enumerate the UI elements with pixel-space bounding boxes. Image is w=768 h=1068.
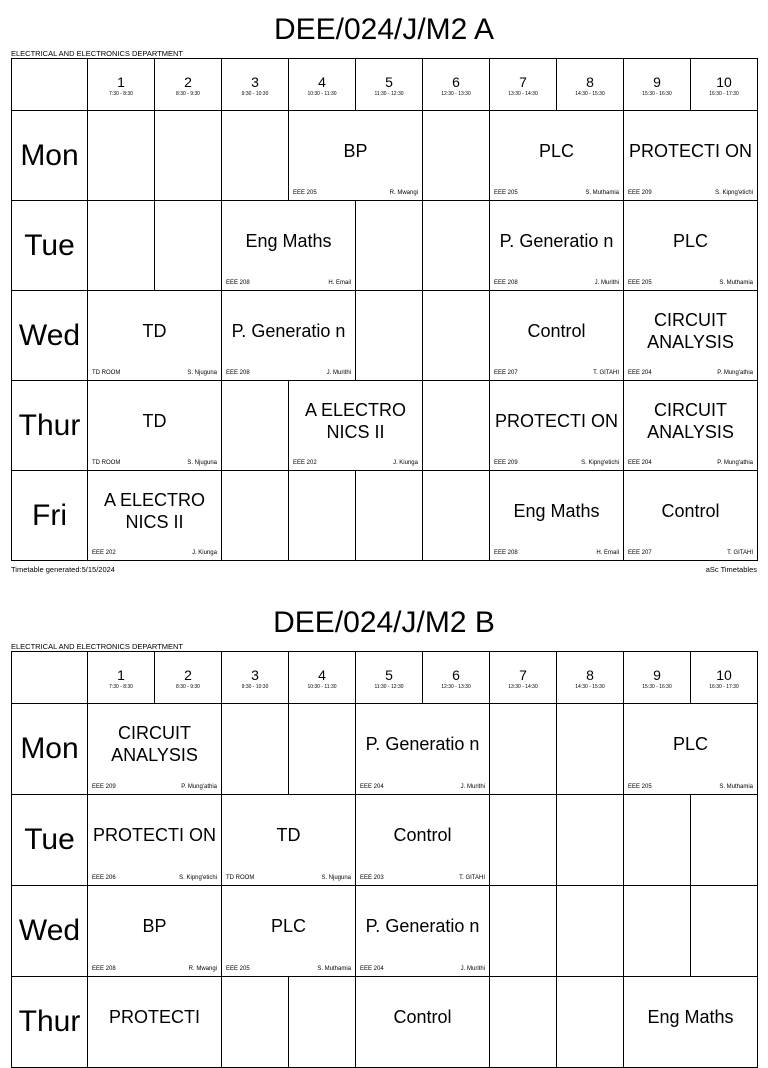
lesson-subject: CIRCUIT ANALYSIS bbox=[111, 723, 198, 765]
period-header bbox=[356, 59, 423, 111]
lesson-cell bbox=[88, 977, 222, 1068]
period-header bbox=[557, 652, 624, 704]
period-header bbox=[423, 652, 490, 704]
empty-slot bbox=[691, 795, 758, 886]
period-header-row bbox=[12, 652, 758, 704]
lesson-cell bbox=[490, 201, 624, 291]
empty-slot bbox=[423, 381, 490, 471]
lesson-teacher: T. GITAHI bbox=[593, 370, 619, 376]
period-time: 11:30 - 12:30 bbox=[374, 91, 404, 97]
empty-slot bbox=[222, 471, 289, 561]
empty-slot bbox=[356, 291, 423, 381]
lesson-teacher: S. Kipng'etichi bbox=[581, 460, 619, 466]
empty-slot bbox=[624, 795, 691, 886]
period-time: 8:30 - 9:30 bbox=[176, 684, 200, 690]
lesson-room: EEE 208 bbox=[226, 370, 250, 376]
period-header bbox=[490, 652, 557, 704]
day-label: Fri bbox=[12, 471, 88, 561]
lesson-subject: PLC bbox=[538, 140, 574, 161]
lesson-teacher: J. Kiunga bbox=[392, 460, 418, 466]
day-label: Wed bbox=[12, 291, 88, 381]
empty-slot bbox=[490, 795, 557, 886]
period-time: 7:30 - 8:30 bbox=[109, 91, 133, 97]
empty-slot bbox=[289, 977, 356, 1068]
lesson-teacher: S. Muthamia bbox=[719, 784, 753, 790]
lesson-cell bbox=[624, 291, 758, 381]
lesson-teacher: H. Email bbox=[328, 280, 351, 286]
lesson-subject: Control bbox=[393, 825, 452, 845]
lesson-cell bbox=[88, 471, 222, 561]
lesson-subject: P. Generatio n bbox=[365, 916, 480, 936]
empty-slot bbox=[490, 704, 557, 795]
empty-slot bbox=[423, 291, 490, 381]
lesson-subject: Control bbox=[527, 320, 586, 341]
period-time: 15:30 - 16:30 bbox=[642, 684, 672, 690]
period-number: 4 bbox=[318, 667, 326, 683]
period-number: 7 bbox=[519, 667, 527, 683]
lesson-cell bbox=[222, 291, 356, 381]
lesson-cell bbox=[624, 704, 758, 795]
lesson-subject: Control bbox=[393, 1007, 452, 1027]
timetable-a-department: ELECTRICAL AND ELECTRONICS DEPARTMENT bbox=[11, 49, 183, 58]
lesson-subject: A ELECTRO NICS II bbox=[304, 399, 407, 442]
period-header bbox=[222, 59, 289, 111]
lesson-room: TD ROOM bbox=[92, 460, 121, 466]
period-time: 9:30 - 10:30 bbox=[241, 91, 269, 97]
lesson-cell bbox=[490, 111, 624, 201]
period-number: 8 bbox=[586, 667, 594, 683]
lesson-subject: PLC bbox=[672, 230, 708, 251]
lesson-teacher: J. Murithi bbox=[460, 966, 485, 972]
lesson-cell bbox=[356, 977, 490, 1068]
period-number: 6 bbox=[452, 74, 460, 90]
timetable-b-grid bbox=[11, 651, 758, 1068]
period-header bbox=[490, 59, 557, 111]
empty-slot bbox=[557, 977, 624, 1068]
lesson-room: EEE 208 bbox=[92, 966, 116, 972]
period-number: 7 bbox=[519, 74, 527, 90]
lesson-cell bbox=[88, 291, 222, 381]
period-header bbox=[423, 59, 490, 111]
lesson-cell bbox=[289, 111, 423, 201]
timetable-b-title: DEE/024/J/M2 B bbox=[273, 606, 495, 639]
empty-slot bbox=[557, 704, 624, 795]
lesson-subject: PROTECTI bbox=[108, 1007, 200, 1027]
lesson-teacher: T. GITAHI bbox=[727, 550, 753, 556]
timetable-a-grid bbox=[11, 58, 758, 561]
corner-cell bbox=[12, 59, 88, 111]
empty-slot bbox=[222, 704, 289, 795]
lesson-teacher: P. Mung'athia bbox=[181, 784, 217, 790]
lesson-room: TD ROOM bbox=[226, 875, 255, 881]
day-row bbox=[12, 471, 758, 561]
empty-slot bbox=[88, 201, 155, 291]
lesson-teacher: J. Murithi bbox=[326, 370, 351, 376]
lesson-room: EEE 204 bbox=[360, 784, 384, 790]
lesson-teacher: S. Muthamia bbox=[317, 966, 351, 972]
lesson-room: EEE 205 bbox=[494, 190, 518, 196]
lesson-room: EEE 205 bbox=[226, 966, 250, 972]
period-number: 2 bbox=[184, 667, 192, 683]
lesson-cell bbox=[624, 111, 758, 201]
period-header bbox=[557, 59, 624, 111]
period-number: 10 bbox=[716, 667, 732, 683]
day-label: Tue bbox=[12, 201, 88, 291]
period-number: 5 bbox=[385, 667, 393, 683]
period-time: 16:30 - 17:30 bbox=[709, 91, 739, 97]
lesson-teacher: T. GITAHI bbox=[459, 875, 485, 881]
day-row bbox=[12, 977, 758, 1068]
lesson-subject: CIRCUIT ANALYSIS bbox=[647, 309, 734, 352]
lesson-cell bbox=[490, 381, 624, 471]
lesson-subject: PROTECTI ON bbox=[494, 410, 618, 431]
lesson-cell bbox=[624, 201, 758, 291]
empty-slot bbox=[691, 886, 758, 977]
lesson-cell bbox=[624, 471, 758, 561]
lesson-room: EEE 202 bbox=[293, 460, 317, 466]
lesson-cell bbox=[88, 886, 222, 977]
lesson-room: EEE 204 bbox=[360, 966, 384, 972]
lesson-subject: Control bbox=[661, 500, 720, 521]
lesson-cell bbox=[222, 886, 356, 977]
lesson-cell bbox=[356, 704, 490, 795]
period-number: 1 bbox=[117, 74, 125, 90]
empty-slot bbox=[222, 111, 289, 201]
day-label: Wed bbox=[12, 886, 88, 977]
timetable-b-department: ELECTRICAL AND ELECTRONICS DEPARTMENT bbox=[11, 642, 183, 651]
lesson-cell bbox=[356, 886, 490, 977]
period-number: 2 bbox=[184, 74, 192, 90]
lesson-subject: A ELECTRO NICS II bbox=[103, 489, 206, 532]
empty-slot bbox=[490, 977, 557, 1068]
period-number: 9 bbox=[653, 74, 661, 90]
period-number: 4 bbox=[318, 74, 326, 90]
lesson-teacher: S. Muthamia bbox=[719, 280, 753, 286]
day-row bbox=[12, 291, 758, 381]
period-time: 11:30 - 12:30 bbox=[374, 684, 404, 690]
lesson-room: EEE 205 bbox=[628, 280, 652, 286]
period-header bbox=[155, 59, 222, 111]
period-time: 14:30 - 15:30 bbox=[575, 91, 605, 97]
lesson-subject: P. Generatio n bbox=[231, 320, 346, 341]
lesson-cell bbox=[222, 201, 356, 291]
lesson-room: EEE 208 bbox=[494, 550, 518, 556]
lesson-subject: BP bbox=[343, 140, 368, 161]
lesson-subject: PROTECTI ON bbox=[92, 825, 216, 845]
lesson-teacher: R. Mwangi bbox=[389, 190, 418, 196]
period-time: 7:30 - 8:30 bbox=[109, 684, 133, 690]
lesson-teacher: P. Mung'athia bbox=[717, 370, 753, 376]
lesson-room: TD ROOM bbox=[92, 370, 121, 376]
timetable-generated-label: Timetable generated:5/15/2024 bbox=[11, 565, 115, 574]
lesson-teacher: S. Njuguna bbox=[321, 875, 351, 881]
day-label: Thur bbox=[12, 977, 88, 1068]
empty-slot bbox=[624, 886, 691, 977]
lesson-room: EEE 204 bbox=[628, 460, 652, 466]
lesson-cell bbox=[490, 471, 624, 561]
brand-label: aSc Timetables bbox=[705, 565, 757, 574]
lesson-room: EEE 205 bbox=[293, 190, 317, 196]
empty-slot bbox=[557, 886, 624, 977]
period-header bbox=[88, 59, 155, 111]
empty-slot bbox=[155, 111, 222, 201]
period-header bbox=[624, 59, 691, 111]
period-number: 10 bbox=[716, 74, 732, 90]
timetable-a-title: DEE/024/J/M2 A bbox=[273, 13, 495, 46]
period-header bbox=[289, 59, 356, 111]
period-number: 1 bbox=[117, 667, 125, 683]
lesson-teacher: S. Kipng'etichi bbox=[715, 190, 753, 196]
lesson-cell bbox=[88, 795, 222, 886]
lesson-subject: CIRCUIT ANALYSIS bbox=[647, 399, 734, 442]
lesson-room: EEE 207 bbox=[494, 370, 518, 376]
day-row bbox=[12, 201, 758, 291]
lesson-cell bbox=[624, 977, 758, 1068]
lesson-teacher: S. Njuguna bbox=[187, 460, 217, 466]
lesson-room: EEE 209 bbox=[628, 190, 652, 196]
period-header bbox=[155, 652, 222, 704]
day-label: Thur bbox=[12, 381, 88, 471]
period-time: 13:30 - 14:30 bbox=[508, 684, 538, 690]
lesson-subject: TD bbox=[142, 320, 167, 341]
day-row bbox=[12, 795, 758, 886]
period-number: 5 bbox=[385, 74, 393, 90]
empty-slot bbox=[356, 201, 423, 291]
lesson-subject: TD bbox=[276, 825, 301, 845]
lesson-cell bbox=[624, 381, 758, 471]
lesson-room: EEE 206 bbox=[92, 875, 116, 881]
period-header-row bbox=[12, 59, 758, 111]
period-header bbox=[691, 59, 758, 111]
lesson-teacher: J. Murithi bbox=[594, 280, 619, 286]
period-time: 16:30 - 17:30 bbox=[709, 684, 739, 690]
empty-slot bbox=[222, 977, 289, 1068]
period-time: 12:30 - 13:30 bbox=[441, 91, 471, 97]
lesson-room: EEE 202 bbox=[92, 550, 116, 556]
empty-slot bbox=[88, 111, 155, 201]
empty-slot bbox=[289, 471, 356, 561]
lesson-room: EEE 203 bbox=[360, 875, 384, 881]
lesson-subject: Eng Maths bbox=[513, 500, 600, 521]
period-header bbox=[222, 652, 289, 704]
period-number: 8 bbox=[586, 74, 594, 90]
lesson-teacher: S. Njuguna bbox=[187, 370, 217, 376]
lesson-subject: Eng Maths bbox=[245, 230, 332, 251]
period-time: 9:30 - 10:30 bbox=[241, 684, 269, 690]
lesson-room: EEE 204 bbox=[628, 370, 652, 376]
empty-slot bbox=[490, 886, 557, 977]
lesson-teacher: S. Muthamia bbox=[585, 190, 619, 196]
lesson-cell bbox=[490, 291, 624, 381]
empty-slot bbox=[423, 471, 490, 561]
lesson-subject: PLC bbox=[672, 734, 708, 754]
lesson-subject: PROTECTI ON bbox=[628, 140, 752, 161]
empty-slot bbox=[423, 111, 490, 201]
lesson-subject: BP bbox=[142, 916, 167, 936]
lesson-teacher: S. Kipng'etichi bbox=[179, 875, 217, 881]
empty-slot bbox=[155, 201, 222, 291]
lesson-room: EEE 208 bbox=[494, 280, 518, 286]
period-time: 10:30 - 11:30 bbox=[307, 91, 337, 97]
period-header bbox=[289, 652, 356, 704]
empty-slot bbox=[222, 381, 289, 471]
period-header bbox=[356, 652, 423, 704]
day-label: Tue bbox=[12, 795, 88, 886]
lesson-cell bbox=[222, 795, 356, 886]
lesson-cell bbox=[356, 795, 490, 886]
lesson-teacher: H. Email bbox=[596, 550, 619, 556]
lesson-subject: P. Generatio n bbox=[499, 230, 614, 251]
empty-slot bbox=[356, 471, 423, 561]
lesson-teacher: J. Kiunga bbox=[191, 550, 217, 556]
period-time: 12:30 - 13:30 bbox=[441, 684, 471, 690]
day-row bbox=[12, 704, 758, 795]
lesson-subject: PLC bbox=[270, 916, 306, 936]
lesson-room: EEE 208 bbox=[226, 280, 250, 286]
period-time: 15:30 - 16:30 bbox=[642, 91, 672, 97]
period-time: 14:30 - 15:30 bbox=[575, 684, 605, 690]
empty-slot bbox=[289, 704, 356, 795]
lesson-subject: TD bbox=[142, 410, 167, 431]
period-header bbox=[691, 652, 758, 704]
period-time: 10:30 - 11:30 bbox=[307, 684, 337, 690]
empty-slot bbox=[423, 201, 490, 291]
day-label: Mon bbox=[12, 704, 88, 795]
period-header bbox=[88, 652, 155, 704]
period-number: 3 bbox=[251, 74, 259, 90]
day-row bbox=[12, 886, 758, 977]
period-header bbox=[624, 652, 691, 704]
period-number: 9 bbox=[653, 667, 661, 683]
period-time: 8:30 - 9:30 bbox=[176, 91, 200, 97]
day-label: Mon bbox=[12, 111, 88, 201]
lesson-cell bbox=[88, 704, 222, 795]
day-row bbox=[12, 381, 758, 471]
lesson-teacher: P. Mung'athia bbox=[717, 460, 753, 466]
lesson-room: EEE 209 bbox=[494, 460, 518, 466]
period-number: 3 bbox=[251, 667, 259, 683]
lesson-teacher: R. Mwangi bbox=[188, 966, 217, 972]
day-row bbox=[12, 111, 758, 201]
empty-slot bbox=[557, 795, 624, 886]
lesson-subject: P. Generatio n bbox=[365, 734, 480, 754]
period-time: 13:30 - 14:30 bbox=[508, 91, 538, 97]
lesson-room: EEE 209 bbox=[92, 784, 116, 790]
lesson-teacher: J. Murithi bbox=[460, 784, 485, 790]
lesson-cell bbox=[289, 381, 423, 471]
lesson-room: EEE 207 bbox=[628, 550, 652, 556]
period-number: 6 bbox=[452, 667, 460, 683]
corner-cell bbox=[12, 652, 88, 704]
lesson-cell bbox=[88, 381, 222, 471]
lesson-room: EEE 205 bbox=[628, 784, 652, 790]
lesson-subject: Eng Maths bbox=[647, 1007, 734, 1027]
